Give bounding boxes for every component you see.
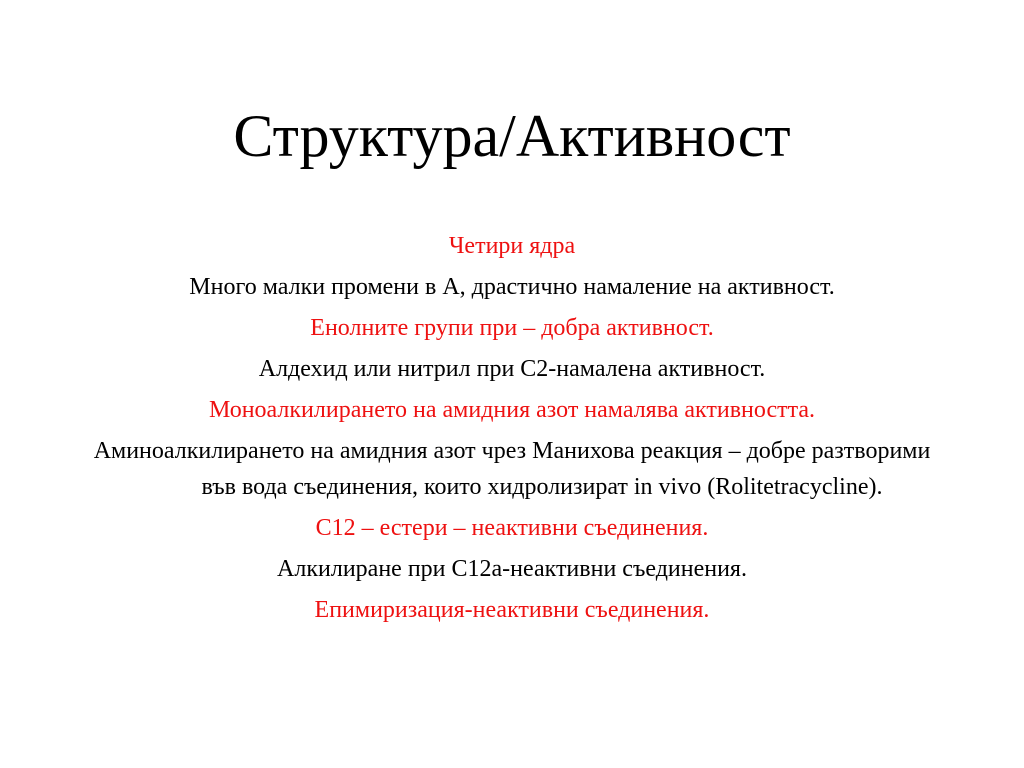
slide-body	[88, 226, 936, 631]
body-line-epimerization: Епимиризация-неактивни съединения.	[314, 597, 710, 623]
body-line-aminoalkylation: Аминоалкилирането на амидния азот чрез Манихова реакция – добре разтворими във вода съединения, които хидролизират in vivo (Rolitetracycline).	[93, 438, 931, 500]
slide-title: Структура/Активност	[233, 103, 791, 169]
body-line-four-nuclei: Четири ядра	[448, 233, 576, 259]
body-line-aldehyde-nitrile: Алдехид или нитрил при С2-намалена активност.	[258, 356, 766, 382]
body-line-monoalkylation: Моноалкилирането на амидния азот намалява активността.	[208, 397, 816, 423]
body-line-small-changes: Много малки промени в А, драстично намаление на активност.	[189, 274, 835, 300]
body-line-c12-esters: С12 – естери – неактивни съединения.	[315, 515, 709, 541]
body-line-c12a-alkylation: Алкилиране при С12а-неактивни съединения.	[277, 556, 747, 582]
body-line-enol-groups: Енолните групи при – добра активност.	[310, 315, 714, 341]
